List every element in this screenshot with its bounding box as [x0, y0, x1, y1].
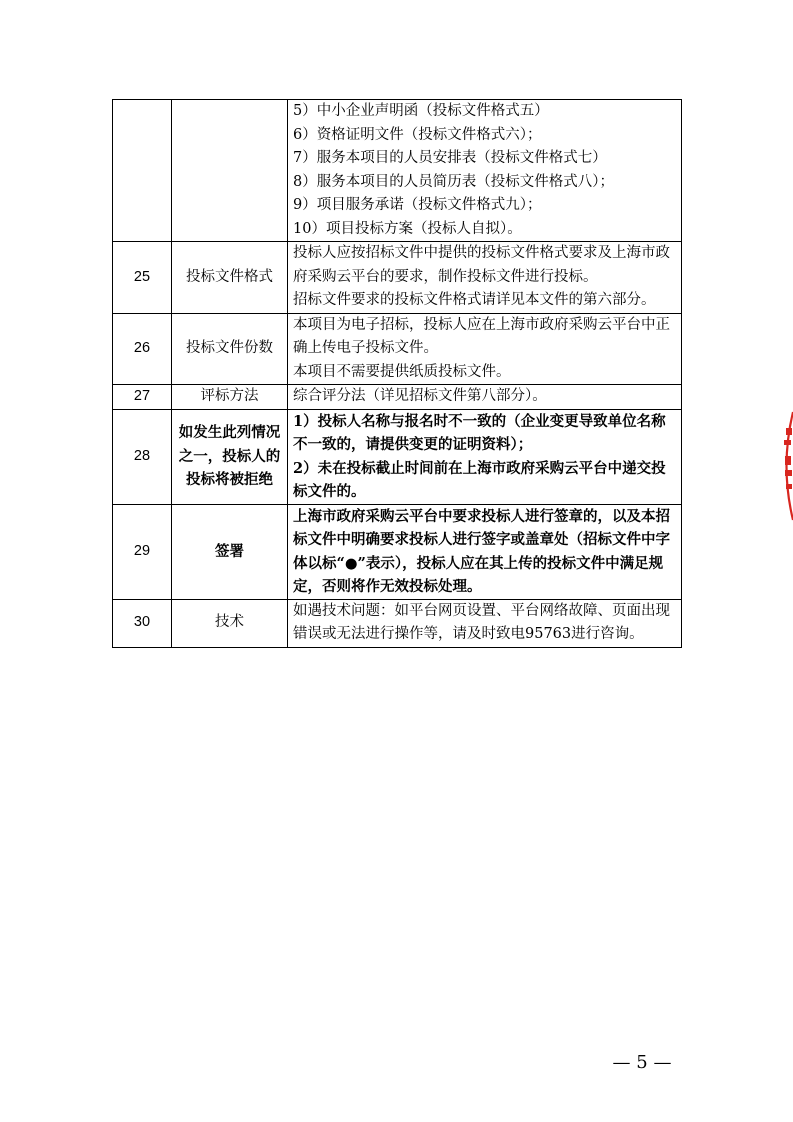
table-row: [113, 599, 682, 647]
seal-stamp-icon: [778, 406, 793, 526]
row-number: 27: [113, 385, 172, 410]
row-number: 26: [113, 313, 172, 385]
row-content: [288, 242, 682, 314]
table-row: [113, 100, 682, 242]
table-row: [113, 504, 682, 599]
row-content: [288, 504, 682, 599]
content-line: 2）未在投标截止时间前在上海市政府采购云平台中递交投标文件的。: [293, 459, 666, 500]
content-line: 上海市政府采购云平台中要求投标人进行签章的，以及本招标文件中明确要求投标人进行签字或盖章处（招标文件中字体以标“●”表示），投标人应在其上传的投标文件中满足规定，否则将作无效投标处理。: [293, 507, 670, 595]
row-number: [113, 100, 172, 242]
content-line: 9）项目服务承诺（投标文件格式九）；: [293, 197, 542, 213]
content-line: 8）服务本项目的人员简历表（投标文件格式八）；: [293, 173, 614, 190]
row-number: 30: [113, 599, 172, 647]
row-item: 签署: [172, 504, 288, 599]
row-number: 29: [113, 504, 172, 599]
row-item: [172, 100, 288, 242]
content-line: 如遇技术问题：如平台网页设置、平台网络故障、页面出现错误或无法进行操作等，请及时致电95763进行咨询。: [293, 602, 670, 642]
seal-stamp-fragment: [778, 406, 793, 526]
row-content: [288, 385, 682, 410]
row-item: 投标文件份数: [172, 313, 288, 385]
content-line: 综合评分法（详见招标文件第八部分）。: [293, 388, 547, 404]
row-content: [288, 100, 682, 242]
row-content: [288, 599, 682, 647]
table-row: [113, 313, 682, 385]
row-content: [288, 313, 682, 385]
table-row: [113, 242, 682, 314]
content-line: 招标文件要求的投标文件格式请详见本文件的第六部分。: [293, 292, 656, 308]
content-line: 1）投标人名称与报名时不一致的（企业变更导致单位名称不一致的，请提供变更的证明资料）；: [293, 412, 666, 453]
row-number: 28: [113, 409, 172, 504]
table-row: [113, 409, 682, 504]
row-item: 技术: [172, 599, 288, 647]
content-line: 本项目为电子招标，投标人应在上海市政府采购云平台中正确上传电子投标文件。: [293, 316, 670, 356]
page-number: — 5 —: [612, 1052, 672, 1073]
content-line: 投标人应按招标文件中提供的投标文件格式要求及上海市政府采购云平台的要求，制作投标文件进行投标。: [293, 245, 670, 285]
row-number: 25: [113, 242, 172, 314]
row-item: 评标方法: [172, 385, 288, 410]
row-item: 如发生此列情况之一，投标人的投标将被拒绝: [172, 409, 288, 504]
tender-requirements-table: [112, 99, 682, 648]
row-content: [288, 409, 682, 504]
content-line: 7）服务本项目的人员安排表（投标文件格式七）: [293, 150, 607, 166]
content-line: 10）项目投标方案（投标人自拟）。: [293, 220, 522, 237]
row-item: 投标文件格式: [172, 242, 288, 314]
content-line: 5）中小企业声明函（投标文件格式五）: [293, 103, 549, 119]
table-row: [113, 385, 682, 410]
content-line: 本项目不需要提供纸质投标文件。: [293, 363, 511, 380]
content-line: 6）资格证明文件（投标文件格式六）；: [293, 126, 542, 143]
